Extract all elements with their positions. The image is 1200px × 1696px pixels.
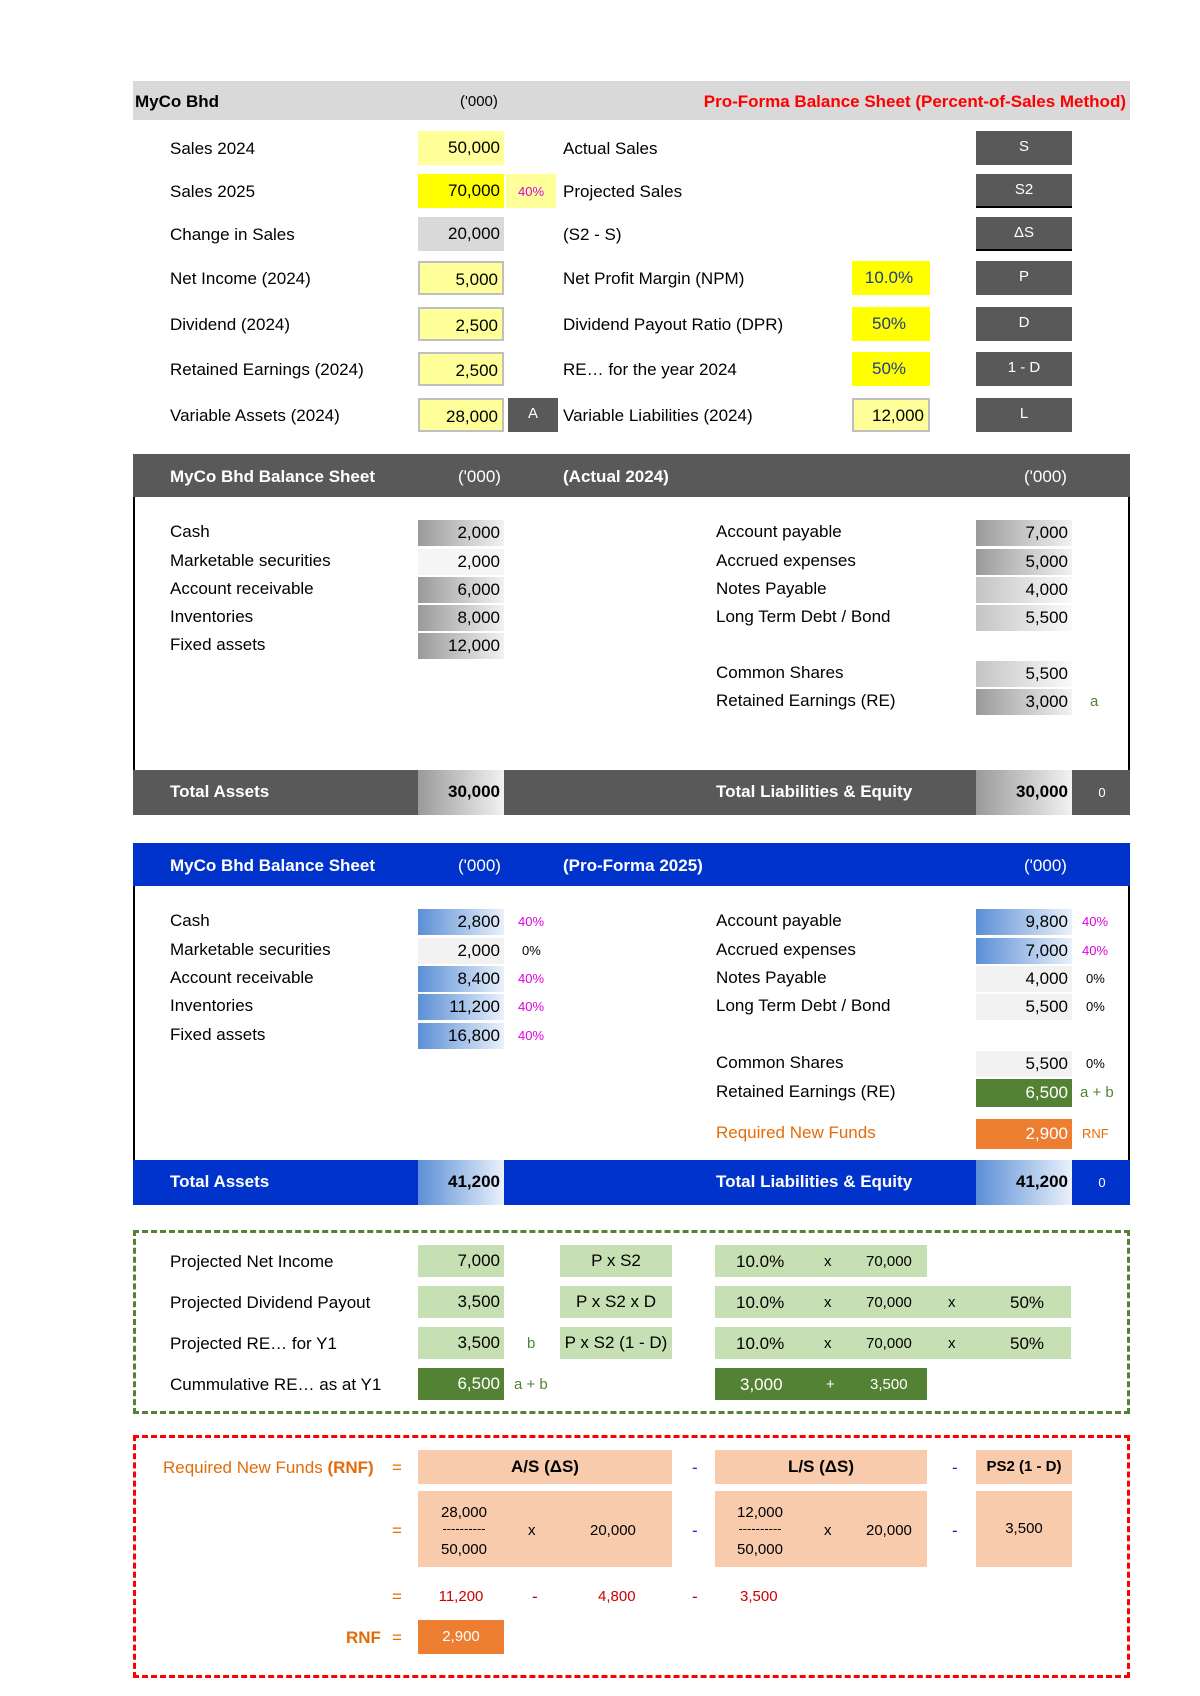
rnf-header-re: PS2 (1 - D)	[976, 1450, 1072, 1484]
proforma-common-shares-pct: 0%	[1086, 1056, 1105, 1071]
proforma-asset-label: Account receivable	[170, 968, 314, 987]
re-pct-value: 50%	[852, 352, 930, 386]
proforma-liability-value: 7,000	[976, 938, 1072, 964]
proforma-total-assets-value: 41,200	[418, 1160, 504, 1205]
variable-assets-label: Variable Assets (2024)	[170, 406, 340, 425]
re-2024-label: Retained Earnings (2024)	[170, 360, 364, 379]
dpr-label: Dividend Payout Ratio (DPR)	[563, 315, 784, 334]
sales-2024-value: 50,000	[418, 131, 504, 165]
net-income-label: Net Income (2024)	[170, 269, 311, 288]
projected-re-tag: b	[527, 1335, 536, 1352]
rnf-eq-3: =	[392, 1587, 402, 1606]
re-2024-value: 2,500	[418, 352, 504, 386]
proforma-re-label: Retained Earnings (RE)	[716, 1082, 896, 1101]
actual-sales-label: Actual Sales	[563, 139, 658, 158]
projected-re-value: 3,500	[418, 1327, 504, 1359]
sales-2024-label: Sales 2024	[170, 139, 256, 158]
proforma-liability-label: Long Term Debt / Bond	[716, 996, 891, 1015]
projected-dividend-npm: 10.0%	[736, 1293, 785, 1312]
rnf-minus-2: -	[952, 1458, 958, 1477]
sales-2025-label: Sales 2025	[170, 182, 256, 201]
actual-total-assets-label: Total Assets	[170, 782, 270, 801]
symbol-a: A	[508, 398, 558, 432]
projected-re-npm: 10.0%	[736, 1334, 785, 1353]
rnf-re-value: 3,500	[976, 1491, 1072, 1567]
proforma-rnf-value: 2,900	[976, 1119, 1072, 1149]
cumulative-re-value: 6,500	[418, 1368, 504, 1400]
projected-dividend-formula: P x S2 x D	[560, 1286, 672, 1318]
net-income-value: 5,000	[418, 261, 504, 295]
rnf-label-bold: (RNF)	[327, 1458, 374, 1477]
cumulative-re-a: 3,000	[740, 1375, 783, 1394]
re-year-label: RE… for the year 2024	[563, 360, 737, 379]
actual-liability-value: 7,000	[976, 520, 1072, 546]
symbol-s2: S2	[976, 174, 1072, 208]
projected-re-x2: x	[948, 1335, 956, 1352]
rnf-minus-5: -	[532, 1587, 538, 1606]
projected-dividend-value: 3,500	[418, 1286, 504, 1318]
rnf-header-liabilities: L/S (ΔS)	[715, 1450, 927, 1484]
cumulative-re-label: Cummulative RE… as at Y1	[170, 1375, 382, 1394]
rnf-minus-1: -	[692, 1458, 698, 1477]
actual-liability-label: Account payable	[716, 522, 842, 541]
rnf-eq-2: =	[392, 1521, 402, 1540]
change-label: Change in Sales	[170, 225, 295, 244]
actual-frame	[133, 454, 1130, 815]
actual-asset-label: Inventories	[170, 607, 254, 626]
proforma-liability-value: 9,800	[976, 909, 1072, 935]
actual-asset-value: 12,000	[418, 633, 504, 659]
actual-asset-value: 6,000	[418, 577, 504, 603]
projected-ni-formula: P x S2	[560, 1245, 672, 1277]
growth-pct: 40%	[518, 184, 545, 199]
proforma-balance-check: 0	[1098, 1175, 1106, 1190]
proforma-asset-value: 8,400	[418, 966, 504, 992]
symbol-1-d: 1 - D	[976, 352, 1072, 386]
rnf-step-liabilities: 4,800	[598, 1588, 636, 1605]
sales-2025-value: 70,000	[418, 174, 504, 208]
unit-label: ('000)	[460, 93, 498, 110]
actual-asset-value: 2,000	[418, 520, 504, 546]
rnf-liabilities-x: x	[824, 1522, 832, 1539]
proforma-asset-value: 2,000	[418, 938, 504, 964]
proforma-asset-pct: 40%	[518, 914, 545, 929]
actual-asset-label: Fixed assets	[170, 635, 266, 654]
symbol-s: S	[976, 131, 1072, 165]
actual-asset-label: Account receivable	[170, 579, 314, 598]
proforma-asset-pct: 0%	[522, 943, 541, 958]
rnf-eq-4: =	[392, 1628, 402, 1647]
projected-ni-npm: 10.0%	[736, 1252, 785, 1271]
proforma-rnf-label: Required New Funds	[716, 1123, 876, 1142]
projected-re-formula: P x S2 (1 - D)	[560, 1327, 672, 1359]
rnf-final-label: RNF	[346, 1628, 381, 1647]
company-name: MyCo Bhd	[135, 92, 220, 111]
npm-label: Net Profit Margin (NPM)	[563, 269, 745, 288]
change-formula: (S2 - S)	[563, 225, 622, 244]
proforma-title: MyCo Bhd Balance Sheet	[170, 856, 375, 875]
variable-liabilities-label: Variable Liabilities (2024)	[563, 406, 753, 425]
proforma-common-shares-label: Common Shares	[716, 1053, 844, 1072]
actual-common-shares-label: Common Shares	[716, 663, 844, 682]
proforma-liability-label: Account payable	[716, 911, 842, 930]
proforma-frame	[133, 843, 1130, 1205]
actual-liability-value: 5,500	[976, 605, 1072, 631]
proforma-asset-value: 2,800	[418, 909, 504, 935]
actual-unit: ('000)	[458, 467, 501, 486]
proforma-liability-pct: 40%	[1082, 943, 1109, 958]
projected-re-sales: 70,000	[866, 1335, 912, 1352]
rnf-liabilities-denominator: 50,000	[737, 1541, 783, 1558]
proforma-liability-pct: 40%	[1082, 914, 1109, 929]
variable-liabilities-value: 12,000	[852, 398, 930, 432]
actual-liability-label: Accrued expenses	[716, 551, 856, 570]
actual-re-tag: a	[1090, 693, 1099, 710]
rnf-minus-3: -	[692, 1521, 698, 1540]
projected-ni-value: 7,000	[418, 1245, 504, 1277]
rnf-assets-numerator: 28,000	[441, 1504, 487, 1521]
symbol-delta-s: ΔS	[976, 217, 1072, 251]
rnf-label	[163, 1458, 374, 1478]
proforma-asset-pct: 40%	[518, 971, 545, 986]
proforma-re-tag: a + b	[1080, 1084, 1114, 1101]
npm-value: 10.0%	[852, 261, 930, 295]
proforma-unit-2: ('000)	[1024, 856, 1067, 875]
change-value: 20,000	[418, 217, 504, 251]
proforma-total-assets-label: Total Assets	[170, 1172, 270, 1191]
rnf-minus-6: -	[692, 1587, 698, 1606]
proforma-common-shares-value: 5,500	[976, 1051, 1072, 1077]
proforma-asset-value: 11,200	[418, 994, 504, 1020]
proforma-rnf-tag: RNF	[1082, 1126, 1109, 1141]
proforma-unit: ('000)	[458, 856, 501, 875]
actual-liability-label: Notes Payable	[716, 579, 827, 598]
rnf-header-assets: A/S (ΔS)	[418, 1450, 672, 1484]
proforma-re-value: 6,500	[976, 1079, 1072, 1107]
page-title: Pro-Forma Balance Sheet (Percent-of-Sales Method)	[703, 92, 1126, 111]
rnf-liabilities-numerator: 12,000	[737, 1504, 783, 1521]
projected-sales-label: Projected Sales	[563, 182, 683, 201]
symbol-p: P	[976, 261, 1072, 295]
rnf-minus-4: -	[952, 1521, 958, 1540]
proforma-liability-pct: 0%	[1086, 971, 1105, 986]
proforma-liability-label: Notes Payable	[716, 968, 827, 987]
proforma-asset-label: Cash	[170, 911, 210, 930]
dividend-value: 2,500	[418, 307, 504, 341]
rnf-liabilities-ds: 20,000	[866, 1522, 912, 1539]
proforma-asset-value: 16,800	[418, 1023, 504, 1049]
rnf-label-text: Required New Funds	[163, 1458, 323, 1477]
actual-asset-value: 8,000	[418, 605, 504, 631]
projected-ni-sales: 70,000	[866, 1253, 912, 1270]
proforma-total-le-value: 41,200	[976, 1160, 1072, 1205]
projected-dividend-sales: 70,000	[866, 1294, 912, 1311]
actual-re-label: Retained Earnings (RE)	[716, 691, 896, 710]
actual-period: (Actual 2024)	[563, 467, 669, 486]
proforma-liability-value: 4,000	[976, 966, 1072, 992]
cumulative-re-b: 3,500	[870, 1376, 908, 1393]
proforma-liability-value: 5,500	[976, 994, 1072, 1020]
projected-re-x: x	[824, 1335, 832, 1352]
proforma-asset-label: Inventories	[170, 996, 254, 1015]
actual-common-shares-value: 5,500	[976, 661, 1072, 687]
proforma-asset-pct: 40%	[518, 999, 545, 1014]
projected-dividend-x2: x	[948, 1294, 956, 1311]
proforma-liability-label: Accrued expenses	[716, 940, 856, 959]
rnf-assets-ds: 20,000	[590, 1522, 636, 1539]
projected-re-ratio: 50%	[1010, 1334, 1045, 1353]
projected-dividend-x: x	[824, 1294, 832, 1311]
cumulative-re-plus: +	[826, 1376, 835, 1393]
actual-liability-label: Long Term Debt / Bond	[716, 607, 891, 626]
actual-re-value: 3,000	[976, 689, 1072, 715]
proforma-asset-label: Fixed assets	[170, 1025, 266, 1044]
proforma-asset-label: Marketable securities	[170, 940, 331, 959]
dividend-label: Dividend (2024)	[170, 315, 291, 334]
actual-unit-2: ('000)	[1024, 467, 1067, 486]
actual-liability-value: 5,000	[976, 549, 1072, 575]
actual-asset-value: 2,000	[418, 549, 504, 575]
proforma-total-le-label: Total Liabilities & Equity	[716, 1172, 913, 1191]
actual-total-le-value: 30,000	[976, 770, 1072, 815]
projected-dividend-label: Projected Dividend Payout	[170, 1293, 371, 1312]
symbol-d: D	[976, 307, 1072, 341]
rnf-step-assets: 11,200	[438, 1588, 484, 1605]
actual-balance-check: 0	[1098, 785, 1106, 800]
actual-asset-label: Marketable securities	[170, 551, 331, 570]
actual-title: MyCo Bhd Balance Sheet	[170, 467, 375, 486]
proforma-asset-pct: 40%	[518, 1028, 545, 1043]
projected-dividend-dpr: 50%	[1010, 1293, 1045, 1312]
rnf-final-value: 2,900	[418, 1620, 504, 1654]
actual-total-assets-value: 30,000	[418, 770, 504, 815]
projected-ni-x: x	[824, 1253, 832, 1270]
rnf-liabilities-divider: ----------	[738, 1521, 782, 1536]
projected-ni-label: Projected Net Income	[170, 1252, 334, 1271]
rnf-assets-denominator: 50,000	[441, 1541, 487, 1558]
rnf-assets-divider: ----------	[442, 1521, 486, 1536]
variable-assets-value: 28,000	[418, 398, 504, 432]
dpr-value: 50%	[852, 307, 930, 341]
proforma-period: (Pro-Forma 2025)	[563, 856, 703, 875]
rnf-eq-1: =	[392, 1458, 402, 1477]
symbol-l: L	[976, 398, 1072, 432]
cumulative-re-tag: a + b	[514, 1376, 548, 1393]
actual-total-le-label: Total Liabilities & Equity	[716, 782, 913, 801]
actual-liability-value: 4,000	[976, 577, 1072, 603]
rnf-assets-x: x	[528, 1522, 536, 1539]
rnf-step-re: 3,500	[740, 1588, 778, 1605]
actual-asset-label: Cash	[170, 522, 210, 541]
projected-re-label: Projected RE… for Y1	[170, 1334, 337, 1353]
proforma-liability-pct: 0%	[1086, 999, 1105, 1014]
